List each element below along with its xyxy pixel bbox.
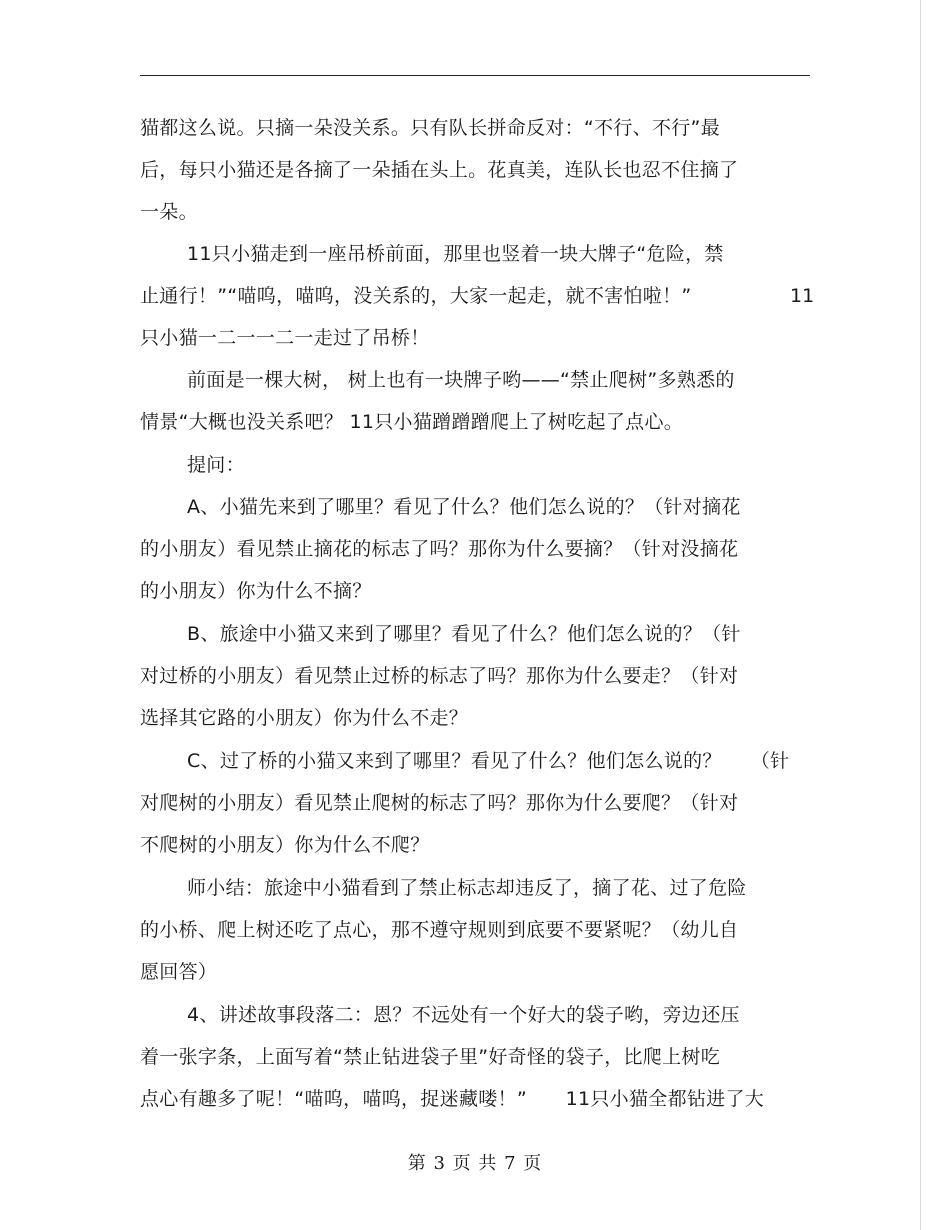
text-line: 猫都这么说。只摘一朵没关系。只有队长拼命反对：“不行、不行”最 bbox=[140, 117, 720, 139]
text-line: 一朵。 bbox=[140, 201, 198, 223]
page-edge bbox=[920, 0, 921, 1230]
header-rule bbox=[140, 75, 810, 76]
text-line: 选择其它路的小朋友）你为什么不走？ bbox=[140, 707, 469, 729]
text-line: 对过桥的小朋友）看见禁止过桥的标志了吗？那你为什么要走？（针对 bbox=[140, 665, 739, 687]
text-line: 师小结：旅途中小猫看到了禁止标志却违反了，摘了花、过了危险 bbox=[187, 877, 747, 899]
text-line: 只小猫一二一一二一走过了吊桥！ bbox=[140, 327, 430, 349]
text-line: 止通行！”“喵呜，喵呜，没关系的，大家一起走，就不害怕啦！” bbox=[140, 285, 692, 307]
text-line: A、小猫先来到了哪里？看见了什么？他们怎么说的？（针对摘花 bbox=[187, 496, 741, 518]
text-line: 着一张字条，上面写着“禁止钻进袋子里”好奇怪的袋子，比爬上树吃 bbox=[140, 1046, 720, 1068]
text-line: 前面是一棵大树， 树上也有一块牌子哟——“禁止爬树”多熟悉的 bbox=[187, 369, 735, 391]
text-line: 的小朋友）你为什么不摘？ bbox=[140, 580, 372, 602]
text-line: 提问： bbox=[187, 454, 245, 476]
text-line: C、过了桥的小猫又来到了哪里？看见了什么？他们怎么说的？ （针 bbox=[187, 750, 790, 772]
page-footer: 第 3 页 共 7 页 bbox=[407, 1153, 543, 1174]
text-line: 愿回答） bbox=[140, 961, 218, 983]
text-line: 情景“大概也没关系吧？ 11只小猫蹭蹭蹭爬上了树吃起了点心。 bbox=[140, 411, 684, 433]
text-line: 后，每只小猫还是各摘了一朵插在头上。花真美，连队长也忍不住摘了 bbox=[140, 159, 739, 181]
text-line: 点心有趣多了呢！“喵呜，喵呜，捉迷藏喽！” 11只小猫全都钻进了大 bbox=[140, 1088, 765, 1110]
text-line: B、旅途中小猫又来到了哪里？看见了什么？他们怎么说的？（针 bbox=[187, 623, 741, 645]
text-line: 的小桥、爬上树还吃了点心，那不遵守规则到底要不要紧呢？（幼儿自 bbox=[140, 919, 739, 941]
text-line: 对爬树的小朋友）看见禁止爬树的标志了吗？那你为什么要爬？（针对 bbox=[140, 792, 739, 814]
text-line: 11只小猫走到一座吊桥前面，那里也竖着一块大牌子“危险，禁 bbox=[187, 243, 724, 265]
text-line-tail: 11 bbox=[790, 285, 815, 307]
text-line: 的小朋友）看见禁止摘花的标志了吗？那你为什么要摘？（针对没摘花 bbox=[140, 538, 739, 560]
text-line: 不爬树的小朋友）你为什么不爬？ bbox=[140, 834, 430, 856]
text-line: 4、讲述故事段落二：恩？不远处有一个好大的袋子哟，旁边还压 bbox=[187, 1004, 740, 1026]
